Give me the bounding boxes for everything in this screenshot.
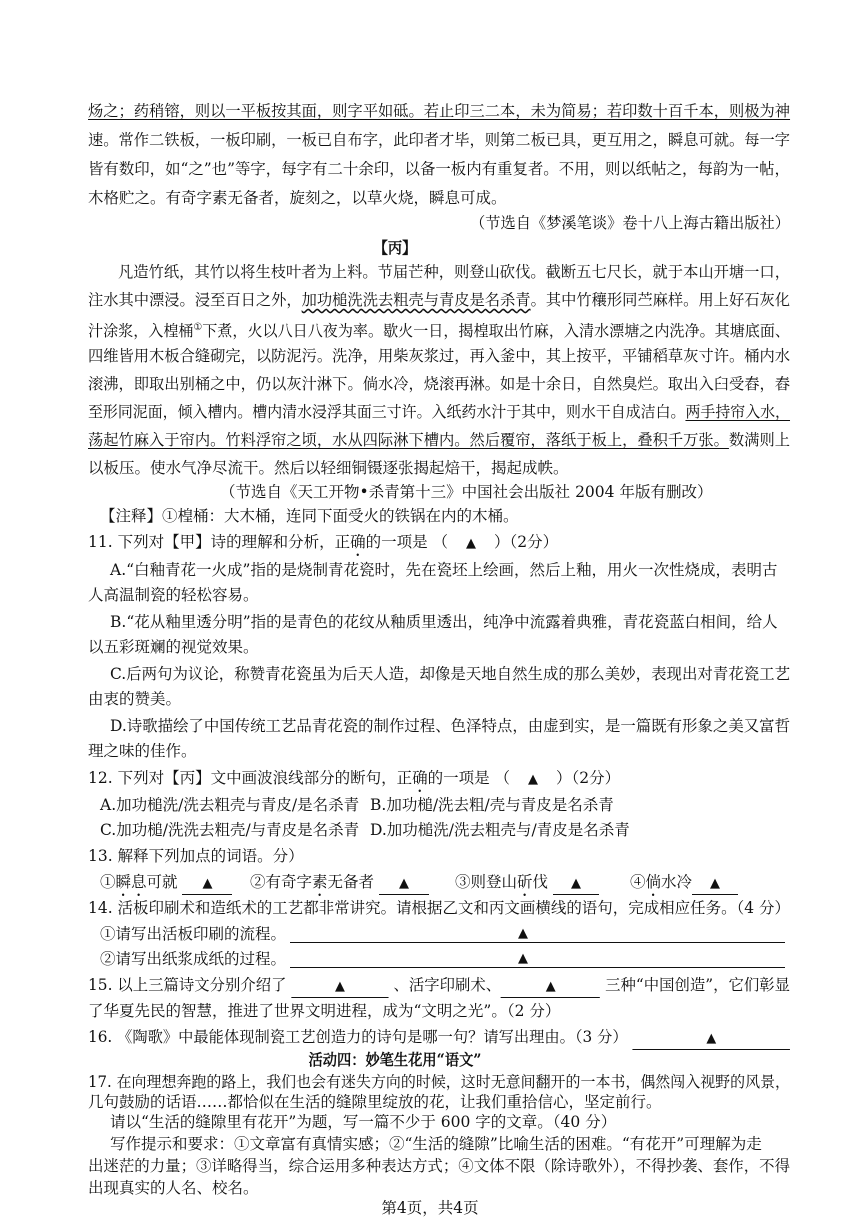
- q11-option-d-1: D.诗歌描绘了中国传统工艺品青花瓷的制作过程、色泽特点，由虚到实，是一篇既有形象之美又富哲: [110, 717, 791, 735]
- bing-note: 【注释】①楻桶：大木桶，连同下面受火的铁锅在内的木桶。: [100, 507, 519, 525]
- bing-line-7-underlined: 荡起竹麻入于帘内。竹料浮帘之顷，水从四际淋下槽内。然后覆帘，落纸于板上，叠积千万张。: [88, 431, 729, 449]
- q12-stem-a: 12. 下列对【丙】文中画波浪线部分的断句，正: [88, 769, 413, 787]
- q13-stem: 13. 解释下列加点的词语。分）: [88, 847, 304, 865]
- q12-answer-marker[interactable]: ▲: [528, 772, 539, 787]
- q17-line-4: 写作提示和要求：①文章富有真情实感；②“生活的缝隙”比喻生活的困难。“有花开”可理解为走: [110, 1135, 762, 1153]
- bing-line-3-b: 下煮，火以八日八夜为率。歇火一日，揭楻取出竹麻，入清水漂塘之内洗净。其塘底面、: [202, 322, 791, 341]
- yi-line-3: 皆有数印，如“之”也”等字，每字有二十余印，以备一板内有重复者。不用，则以纸帖之，每韵为一帖，: [88, 160, 790, 178]
- q13-item-1-b: 可就: [146, 873, 178, 891]
- q11-stem: [88, 532, 558, 560]
- q11-option-c-1: C.后两句为议论，称赞青花瓷虽为后天人造，却像是天地自然生成的那么美妙，表现出对青花瓷工艺: [110, 665, 791, 683]
- q15-answer-1-marker: ▲: [334, 979, 345, 994]
- bing-line-6-underlined: 两手持帘入水，: [685, 403, 791, 421]
- q13-item-4-a: ④: [630, 873, 646, 891]
- q13-item-3-b: 伐: [532, 873, 549, 891]
- q11-stem-dot: 确: [350, 533, 366, 551]
- bing-line-2-c: 。其中竹穰形同苎麻样。用上好石灰化: [530, 291, 790, 309]
- q13-answer-1-marker: ▲: [202, 876, 213, 891]
- q12-option-d: D.加功槌洗/洗去粗壳与/青皮是名杀青: [370, 821, 630, 839]
- q16-stem-text: 16. 《陶歌》中最能体现制瓷工艺创造力的诗句是哪一句？请写出理由。（3 分）: [88, 1028, 628, 1046]
- q17-line-6: 出现真实的人名、校名。: [88, 1179, 259, 1197]
- q13-answer-3-marker: ▲: [570, 876, 581, 891]
- q13-item-1: [100, 872, 232, 900]
- q13-item-3: [455, 872, 599, 900]
- bing-line-7: [88, 430, 790, 450]
- bing-line-1: 凡造竹纸，其竹以将生枝叶者为上料。节届芒种，则登山砍伐。截断五七尺长，就于本山开塘一口，: [118, 263, 790, 281]
- q15-answer-2-marker: ▲: [545, 979, 556, 994]
- q13-answer-3[interactable]: [553, 872, 599, 895]
- q13-item-3-a: ③则登山: [455, 873, 518, 891]
- q13-answer-1[interactable]: [182, 872, 232, 895]
- q13-answer-4-marker: ▲: [710, 876, 721, 891]
- q16-answer[interactable]: [632, 1027, 790, 1050]
- q13-item-2: [250, 872, 429, 900]
- q14-answer-2-line[interactable]: [290, 967, 785, 968]
- q16-stem: [88, 1027, 790, 1050]
- q11-option-b-2: 以五彩斑斓的视觉效果。: [88, 638, 259, 656]
- bing-line-2: [88, 290, 790, 310]
- q17-line-3: 请以“生活的缝隙里有花开”为题，写一篇不少于 600 字的文章。（40 分）: [110, 1113, 617, 1131]
- q14-answer-1-line[interactable]: [290, 942, 785, 943]
- bing-wavy-phrase: 加功槌洗洗去粗壳与青皮是名杀青: [301, 291, 531, 309]
- q11-answer-marker[interactable]: ▲: [466, 536, 477, 551]
- bing-line-7-b: 数满则上: [728, 431, 790, 449]
- q15-line-1: [88, 975, 790, 998]
- q13-item-2-dot: 素: [312, 873, 328, 891]
- yi-line-1-underlined: 炀之；药稍镕，则以一平板按其面，则字平如砥。若止印三二本，未为简易；若印数十百千本，则极为神: [88, 102, 791, 120]
- q14-task-2: ②请写出纸浆成纸的过程。: [100, 950, 287, 968]
- q11-option-d-2: 理之味的佳作。: [88, 742, 197, 760]
- q13-item-4: [630, 872, 738, 900]
- q15-answer-2[interactable]: [501, 975, 600, 998]
- q13-answer-2[interactable]: [379, 872, 429, 895]
- q13-answer-4[interactable]: [692, 872, 738, 895]
- q11-stem-b: 的一项是 （: [365, 533, 449, 551]
- q15-a: 15. 以上三篇诗文分别介绍了: [88, 976, 287, 994]
- bing-line-3-a: 汁涂浆，入楻桶: [88, 322, 194, 341]
- q13-item-4-b: 水冷: [661, 873, 693, 891]
- bing-line-6: [88, 402, 790, 422]
- q13-item-2-b: 无备者: [327, 873, 375, 891]
- bing-source: （节选自《天工开物•杀青第十三》中国社会出版社 2004 年版有删改）: [220, 483, 713, 501]
- q13-item-4-dot: 倘: [645, 873, 662, 891]
- q17-line-2: 几句鼓励的话语……都恰似在生活的缝隙里绽放的花，让我们重拾信心，坚定前行。: [88, 1093, 662, 1111]
- q13-item-3-dot: 斫: [517, 873, 533, 891]
- yi-line-2: 速。常作二铁板，一板印刷，一板已自布字，此印者才毕，则第二板已具，更互用之，瞬息可就。每一字: [88, 131, 791, 149]
- q12-stem-dot: 确: [412, 769, 428, 787]
- yi-line-1: [88, 101, 790, 121]
- q13-item-1-dot: 瞬息: [115, 873, 147, 891]
- bing-line-2-a: 注水其中漂浸。浸至百日之外，: [88, 291, 302, 309]
- q12-stem: [88, 768, 620, 796]
- q12-option-a: A.加功槌洗/洗去粗壳与青皮/是名杀青: [100, 796, 360, 814]
- q11-option-b-1: B.“花从釉里透分明”指的是青色的花纹从釉质里透出，纯净中流露着典雅，青花瓷蓝白相间，给人: [110, 613, 778, 631]
- bing-line-8: 以板压。使水气净尽流干。然后以轻细铜镊逐张揭起焙干，揭起成帙。: [88, 459, 569, 477]
- q17-line-1: 17. 在向理想奔跑的路上，我们也会有迷失方向的时候，这时无意间翻开的一本书，偶然闯入视野的风景，: [88, 1073, 791, 1091]
- q12-option-b: B.加功槌/洗去粗/壳与青皮是名杀青: [370, 796, 614, 814]
- q14-stem: 14. 活板印刷术和造纸术的工艺都非常讲究。请根据乙文和丙文画横线的语句，完成相应任务。（4 分）: [88, 899, 790, 917]
- q13-item-1-a: ①: [100, 873, 116, 891]
- q11-stem-c: ）（2分）: [494, 533, 559, 551]
- q15-c: 三种“中国创造”，它们彰显: [605, 976, 791, 994]
- q12-option-c: C.加功槌/洗洗去粗壳/与青皮是名杀青: [100, 821, 360, 839]
- bing-heading: 【丙】: [373, 238, 417, 257]
- q14-task-1: ①请写出活板印刷的流程。: [100, 925, 287, 943]
- bing-line-3: [88, 318, 790, 341]
- yi-line-4: 木格贮之。有奇字素无备者，旋刻之，以草火烧，瞬息可成。: [88, 189, 507, 207]
- q11-option-a-1: A.“白釉青花一火成”指的是烧制青花瓷时，先在瓷坯上绘画，然后上釉，用火一次性烧成，表明古: [110, 561, 778, 579]
- q16-answer-marker: ▲: [706, 1031, 717, 1046]
- q12-stem-b: 的一项是 （: [427, 769, 511, 787]
- q11-stem-a: 11. 下列对【甲】诗的理解和分析，正: [88, 533, 351, 551]
- page-footer: 第4页，共4页: [381, 1199, 479, 1217]
- q17-line-5: 出迷茫的力量；③详略得当，综合运用多种表达方式；④文体不限（除诗歌外），不得抄袭、套作，不得: [88, 1157, 791, 1175]
- q11-option-c-2: 由衷的赞美。: [88, 690, 182, 708]
- q14-answer-2-marker: ▲: [518, 951, 528, 966]
- section-4-title: 活动四：妙笔生花用“语文”: [308, 1050, 482, 1069]
- bing-line-6-a: 至形同泥面，倾入槽内。槽内清水浸浮其面三寸许。入纸药水汁于其中，则水干自成洁白。: [88, 403, 686, 421]
- yi-source: （节选自《梦溪笔谈》卷十八上海古籍出版社）: [470, 214, 791, 232]
- q12-stem-c: ）（2分）: [556, 769, 621, 787]
- q15-line-2: 了华夏先民的智慧，推进了世界文明进程，成为“文明之光”。（2 分）: [88, 1002, 561, 1020]
- bing-line-5: 滚沸，即取出别桶之中，仍以灰汁淋下。倘水冷，烧滚再淋。如是十余日，自然臭烂。取出入臼受舂，舂: [88, 375, 791, 393]
- q13-item-2-a: ②有奇字: [250, 873, 313, 891]
- q14-answer-1-marker: ▲: [518, 926, 528, 941]
- q15-answer-1[interactable]: [291, 975, 388, 998]
- q11-option-a-2: 人高温制瓷的轻松容易。: [88, 586, 259, 604]
- footnote-marker: ①: [193, 322, 203, 333]
- bing-line-4: 四维皆用木板合缝砌完，以防泥污。洗净，用柴灰浆过，再入釜中，其上按平，平铺稻草灰寸许。桶内水: [88, 347, 791, 365]
- q13-answer-2-marker: ▲: [398, 876, 409, 891]
- q15-b: 、活字印刷术、: [393, 976, 502, 994]
